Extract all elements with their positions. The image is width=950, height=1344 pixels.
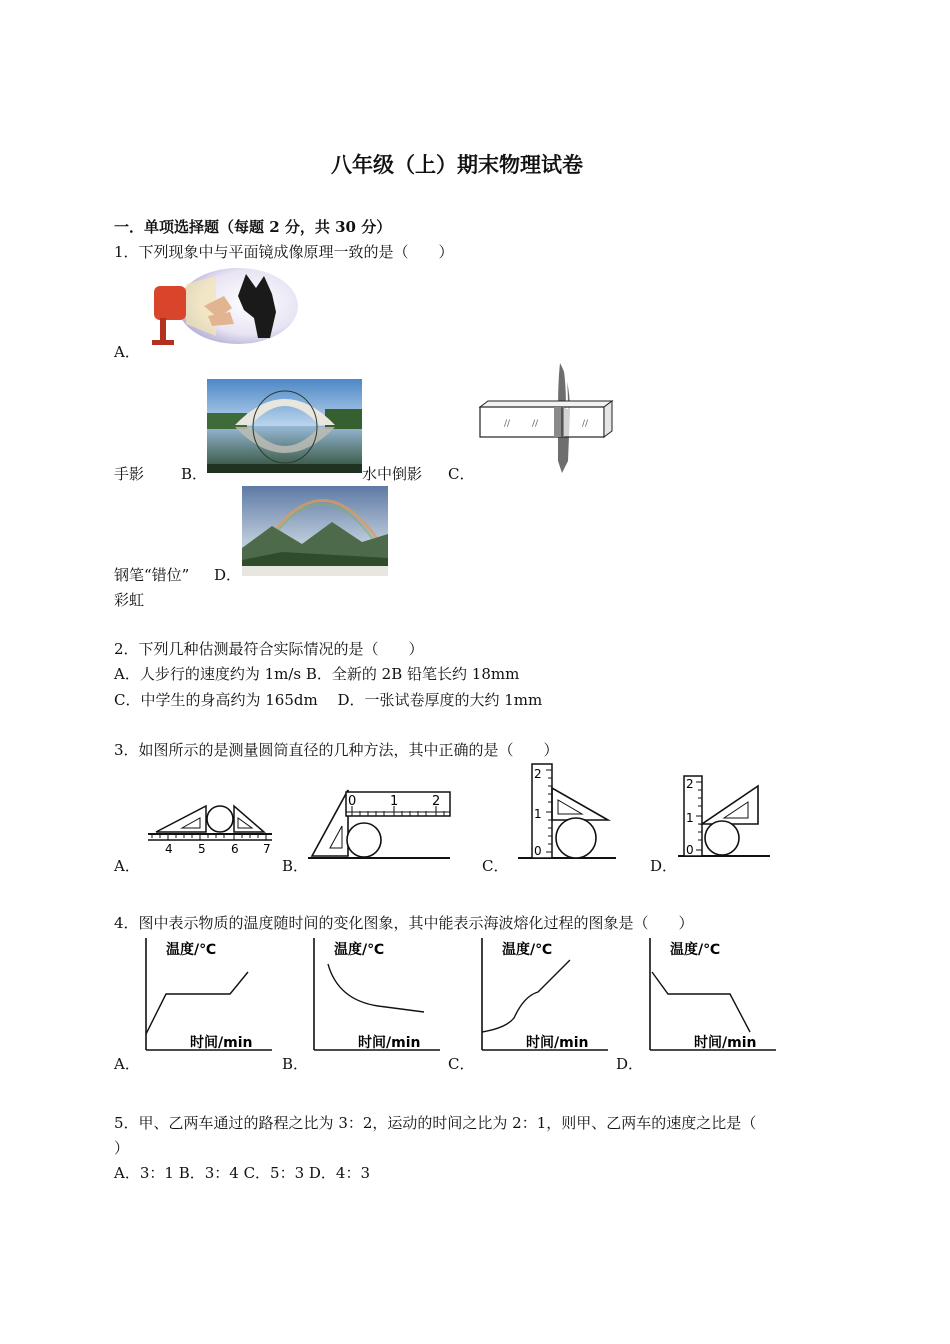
q1-c-label: C． <box>448 465 475 483</box>
q3-a-label: A． <box>114 857 140 875</box>
q3-d-label: D． <box>650 857 678 875</box>
q5-stem-cont: ） <box>114 1139 130 1157</box>
q2-options-line2: C．中学生的身高约为 165dm D．一张试卷厚度的大约 1mm <box>114 691 543 709</box>
q4-graph-d <box>644 934 778 1056</box>
page-title: 八年级（上）期末物理试卷 <box>331 153 583 177</box>
ruler-b-tick: 1 <box>390 794 399 809</box>
ruler-a-tick: 7 <box>263 842 271 856</box>
q3-b-label: B． <box>282 857 309 875</box>
y-axis-label: 温度/℃ <box>502 942 553 958</box>
q2-stem: 2．下列几种估测最符合实际情况的是（ ） <box>114 640 424 658</box>
q1-d-text: 彩虹 <box>114 591 145 609</box>
y-axis-label: 温度/℃ <box>670 942 721 958</box>
q1-a-label: A． <box>114 343 140 361</box>
hand-shadow-image <box>146 266 298 352</box>
x-axis-label: 时间/min <box>190 1035 253 1051</box>
q4-a-label: A． <box>114 1055 140 1073</box>
x-axis-label: 时间/min <box>526 1035 589 1051</box>
q1-c-text: 钢笔“错位” <box>114 566 190 584</box>
q3-diagram-c <box>516 758 618 862</box>
q2-options-line1: A．人步行的速度约为 1m/s B．全新的 2B 铅笔长约 18mm <box>114 665 520 683</box>
q1-b-label: B． <box>181 465 208 483</box>
ruler-c-tick: 2 <box>534 767 542 781</box>
ruler-d-tick: 2 <box>686 777 694 791</box>
x-axis-label: 时间/min <box>358 1035 421 1051</box>
q3-stem: 3．如图所示的是测量圆筒直径的几种方法，其中正确的是（ ） <box>114 741 559 759</box>
ruler-b-tick: 2 <box>432 794 441 809</box>
ruler-d-tick: 1 <box>686 811 694 825</box>
q4-c-label: C． <box>448 1055 475 1073</box>
q3-diagram-b <box>306 786 452 862</box>
y-axis-label: 温度/℃ <box>334 942 385 958</box>
q3-diagram-a <box>142 798 276 860</box>
svg-text://: // <box>504 419 511 429</box>
rainbow-image <box>242 486 388 576</box>
q5-options: A．3：1 B．3：4 C．5：3 D．4：3 <box>114 1164 371 1182</box>
svg-text://: // <box>532 419 539 429</box>
section-heading: 一．单项选择题（每题 2 分，共 30 分） <box>114 218 392 236</box>
ruler-c-tick: 1 <box>534 807 542 821</box>
q1-stem: 1．下列现象中与平面镜成像原理一致的是（ ） <box>114 243 454 261</box>
q5-stem: 5．甲、乙两车通过的路程之比为 3：2，运动的时间之比为 2：1，则甲、乙两车的速度之比是（ <box>114 1114 757 1132</box>
y-axis-label: 温度/℃ <box>166 942 217 958</box>
ruler-c-tick: 0 <box>534 844 542 858</box>
q4-graph-a <box>140 934 274 1056</box>
q3-diagram-d <box>676 768 772 860</box>
q1-a-text: 手影 <box>114 465 145 483</box>
ruler-a-tick: 6 <box>231 842 239 856</box>
q4-graph-b <box>308 934 442 1056</box>
ruler-a-tick: 4 <box>165 842 173 856</box>
q4-graph-c <box>476 934 610 1056</box>
ruler-d-tick: 0 <box>686 843 694 857</box>
q4-b-label: B． <box>282 1055 309 1073</box>
q3-c-label: C． <box>482 857 509 875</box>
ruler-a-tick: 5 <box>198 842 206 856</box>
q1-d-label: D． <box>214 566 242 584</box>
ruler-b-tick: 0 <box>348 794 357 809</box>
svg-text://: // <box>582 419 589 429</box>
q4-d-label: D． <box>616 1055 644 1073</box>
bridge-reflection-image <box>207 379 362 473</box>
pen-glass-block-image <box>474 361 614 475</box>
q1-b-text: 水中倒影 <box>362 465 423 483</box>
q4-stem: 4．图中表示物质的温度随时间的变化图象，其中能表示海波熔化过程的图象是（ ） <box>114 914 694 932</box>
x-axis-label: 时间/min <box>694 1035 757 1051</box>
